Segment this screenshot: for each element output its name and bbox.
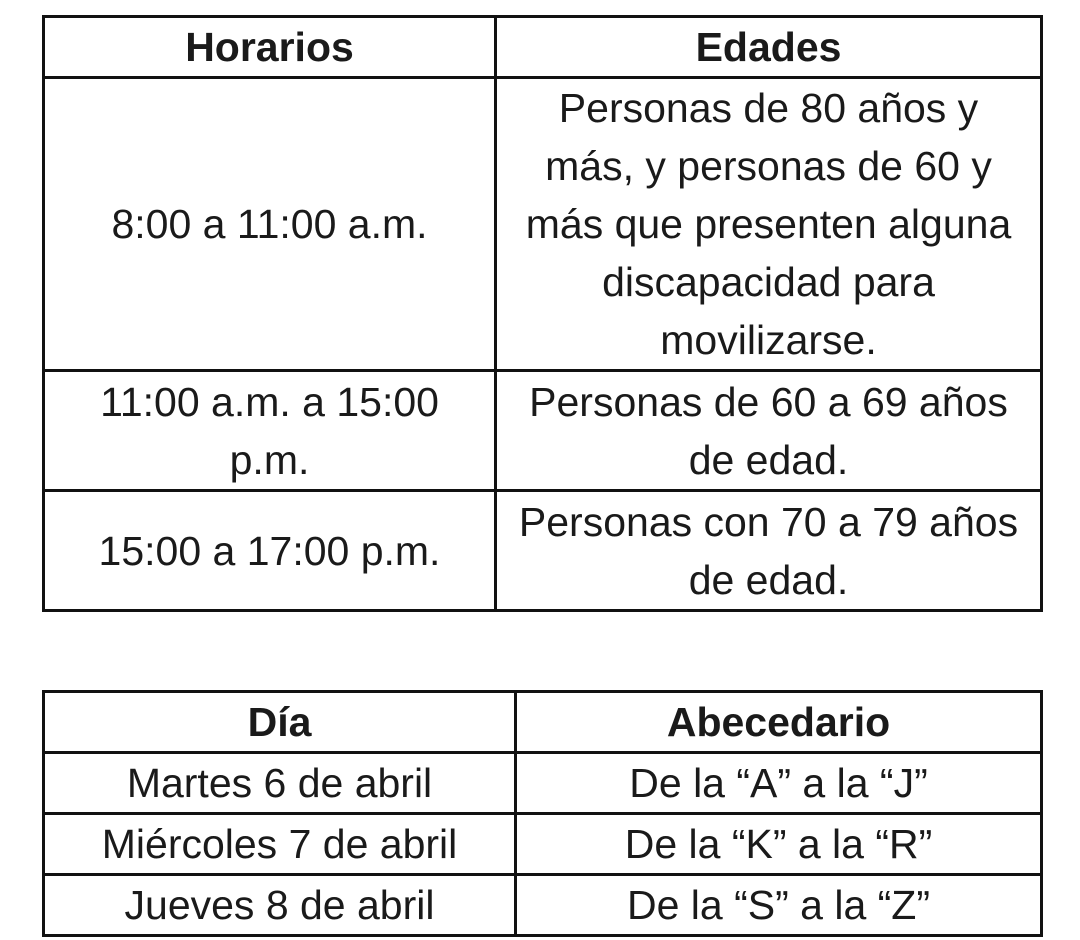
table-row — [44, 371, 1042, 491]
edades-cell: Personas de 80 años y más, y personas de 60 y más que presenten alguna discapacidad para movilizarse. — [496, 78, 1042, 371]
table-row — [44, 78, 1042, 371]
abecedario-cell: De la “A” a la “J” — [516, 753, 1042, 814]
table-row — [44, 875, 1042, 936]
schedule-table — [42, 15, 1043, 612]
header-abecedario: Abecedario — [516, 692, 1042, 753]
horario-cell: 8:00 a 11:00 a.m. — [44, 78, 496, 371]
days-table — [42, 690, 1043, 937]
days-header-row — [44, 692, 1042, 753]
edades-cell: Personas de 60 a 69 años de edad. — [496, 371, 1042, 491]
horario-cell: 15:00 a 17:00 p.m. — [44, 491, 496, 611]
table-row — [44, 491, 1042, 611]
dia-cell: Miércoles 7 de abril — [44, 814, 516, 875]
edades-cell: Personas con 70 a 79 años de edad. — [496, 491, 1042, 611]
dia-cell: Jueves 8 de abril — [44, 875, 516, 936]
header-dia: Día — [44, 692, 516, 753]
header-edades: Edades — [496, 17, 1042, 78]
abecedario-cell: De la “K” a la “R” — [516, 814, 1042, 875]
schedule-header-row — [44, 17, 1042, 78]
table-row — [44, 814, 1042, 875]
abecedario-cell: De la “S” a la “Z” — [516, 875, 1042, 936]
dia-cell: Martes 6 de abril — [44, 753, 516, 814]
table-row — [44, 753, 1042, 814]
horario-cell: 11:00 a.m. a 15:00 p.m. — [44, 371, 496, 491]
header-horarios: Horarios — [44, 17, 496, 78]
